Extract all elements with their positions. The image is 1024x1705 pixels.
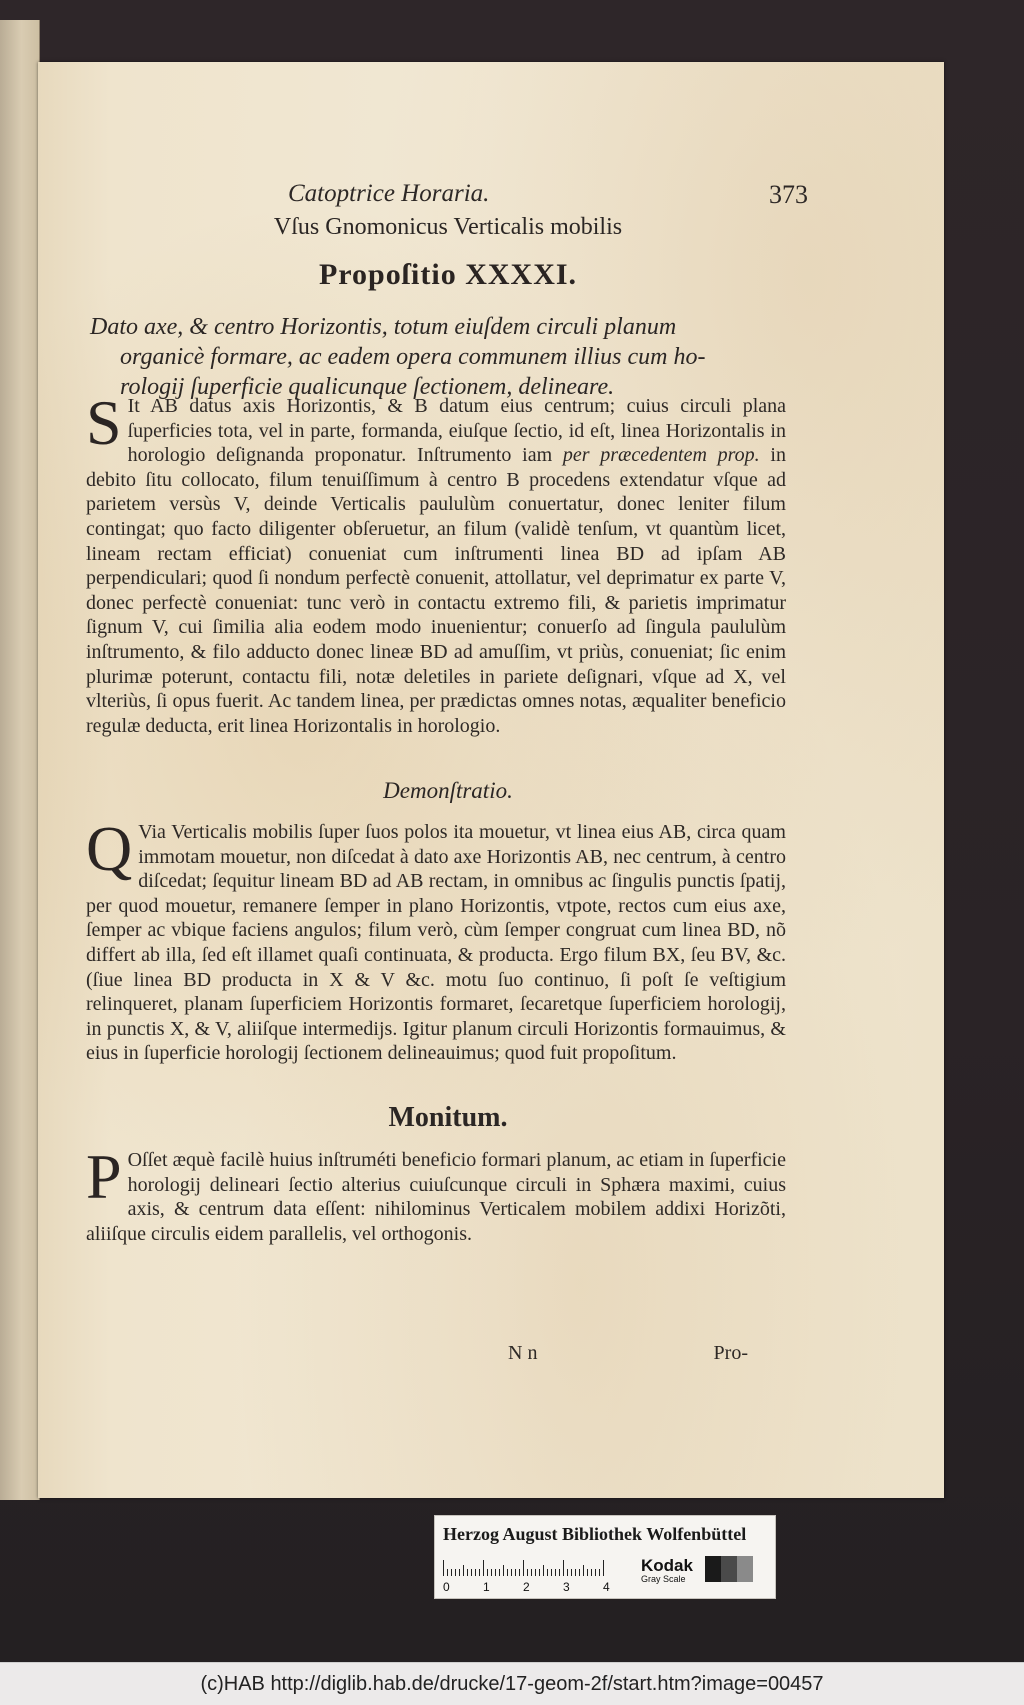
enunciation xyxy=(90,312,790,402)
monitum-paragraph xyxy=(86,1141,786,1246)
ruler-tick xyxy=(519,1569,520,1576)
catchword: Pro- xyxy=(713,1342,748,1364)
library-color-card xyxy=(434,1515,776,1599)
ruler-tick xyxy=(555,1569,556,1576)
ruler-tick xyxy=(475,1569,476,1576)
ruler-tick xyxy=(479,1569,480,1576)
ruler-tick xyxy=(487,1569,488,1576)
ruler-tick xyxy=(583,1565,584,1576)
ruler-tick xyxy=(563,1560,564,1576)
gray-patch xyxy=(737,1556,753,1582)
dropcap-q: Q xyxy=(86,813,133,884)
margin-reference: per præcedentem prop. xyxy=(562,444,760,467)
section-caption: Vſus Gnomonicus Verticalis mobilis xyxy=(273,214,623,240)
ruler-tick xyxy=(459,1569,460,1576)
ruler-tick xyxy=(559,1569,560,1576)
book-page xyxy=(38,62,944,1498)
construction-text-b: in debito ſitu collocato, filum tenuiſſimum à centro B procedens extendatur vſque ad parietem versùs V, deinde Verticalis paululùm conuertatur, donec leniter filum contingat; quo facto diligenter obſeruetur, an filum (validè tenſum, vt quantùm licet, lineam rectam efficiat) conueniat cum inſtrumenti linea BD ad ipſam AB perpendiculari; quod ſi nondum perfectè conuenit, attollatur, vel deprimatur ex parte V, donec perfectè conueniat: tunc verò in contactu extremo fili, & parietis imprimatur ſignum V, cui ſimilia alia eodem modo inuenientur; conuerſo ad ſingula paululùm inſtrumento, & filo adducto donec lineæ BD ad amuſſim, vt priùs, conueniat; ſic enim plurimæ poterunt, contactu fili, notæ deletiles in pariete deſignari, vſque ad X, vel vlteriùs, ſi opus fuerit. Ac tandem linea, per prædictas omnes notas, æqualiter beneficio regulæ deducta, erit linea Horizontalis in horologio. xyxy=(86,444,786,737)
proposition-title: Propoſitio XXXXI. xyxy=(318,258,578,291)
scale-ruler xyxy=(443,1554,643,1594)
ruler-tick xyxy=(535,1569,536,1576)
demonstratio-heading: Demonſtratio. xyxy=(383,778,513,803)
ruler-tick xyxy=(527,1569,528,1576)
ruler-tick xyxy=(539,1569,540,1576)
copyright-footer: (c)HAB http://diglib.hab.de/drucke/17-geom-2f/start.htm?image=00457 xyxy=(0,1662,1024,1705)
ruler-tick xyxy=(591,1569,592,1576)
ruler-tick xyxy=(547,1569,548,1576)
ruler-tick xyxy=(491,1569,492,1576)
ruler-tick xyxy=(595,1569,596,1576)
ruler-tick xyxy=(451,1569,452,1576)
monitum-heading: Monitum. xyxy=(388,1102,508,1133)
ruler-tick xyxy=(571,1569,572,1576)
running-head xyxy=(288,180,808,208)
dropcap-p: P xyxy=(86,1141,122,1212)
construction-text-a: It AB datus axis Horizontis, & B datum eius centrum; cuius circuli plana ſuperficies tota, vel in parte, formanda, eiuſque ſectio, id eſt, linea Horizontalis in horologio deſignanda proponatur. Inſtrumento iam xyxy=(127,395,786,467)
ruler-tick xyxy=(443,1560,444,1576)
ruler-tick xyxy=(495,1569,496,1576)
monitum-text: Oſſet æquè facilè huius inſtruméti beneficio formari planum, ac etiam in ſuperficie horologij delineari ſectio alterius cuiuſcunque circuli in Sphæra maximi, cuius axis, & centrum data eſſent: nihilominus Verticalem mobilem addixi Horizõti, aliiſque circulis eidem parallelis, vel orthogonis. xyxy=(86,1149,786,1245)
ruler-tick xyxy=(467,1569,468,1576)
ruler-number: 2 xyxy=(523,1580,530,1594)
kodak-logo xyxy=(641,1556,707,1584)
kodak-brand: Kodak xyxy=(641,1556,693,1575)
ruler-tick xyxy=(515,1569,516,1576)
ruler-number: 0 xyxy=(443,1580,450,1594)
ruler-tick xyxy=(499,1569,500,1576)
ruler-tick xyxy=(567,1569,568,1576)
ruler-number: 4 xyxy=(603,1580,610,1594)
ruler-tick xyxy=(511,1569,512,1576)
ruler-number: 3 xyxy=(563,1580,570,1594)
ruler-tick xyxy=(463,1565,464,1576)
ruler-tick xyxy=(551,1569,552,1576)
gray-patch xyxy=(721,1556,737,1582)
ruler-tick xyxy=(483,1560,484,1576)
gray-scale-patches xyxy=(705,1556,753,1582)
demonstratio-paragraph xyxy=(86,813,786,1066)
gray-patch xyxy=(705,1556,721,1582)
ruler-tick xyxy=(447,1569,448,1576)
ruler-tick xyxy=(523,1560,524,1576)
ruler-tick xyxy=(599,1569,600,1576)
demonstratio-text: Via Verticalis mobilis ſuper ſuos polos ita mouetur, vt linea eius AB, circa quam immotam mouetur, non diſcedat à dato axe Horizontis AB, nec centrum, à centro diſcedat; ſequitur lineam BD ad AB rectam, in omnibus ac ſingulis punctis ſpatij, per quod mouetur, remanere ſemper in plano Horizontis, vtpote, rectos cum eius axe, ſemper ac vbique faciens angulos; filum verò, cùm ſemper congruat cum linea BD, nõ differt ab illa, ſed eſt illamet quaſi continuata, & producta. Ergo filum BX, ſeu BV, &c. (ſiue linea BD producta in X & V &c. motu ſuo continuo, ſi poſt ſe veſtigium relinqueret, planam ſuperficiem Horizontis formaret, ſecaretque ſuperficiem horologij, in punctis X, & V, aliiſque intermedijs. Igitur planum circuli Horizontis formauimus, & eius in ſuperficie horologij ſectionem delineauimus; quod fuit propoſitum. xyxy=(86,821,786,1065)
ruler-tick xyxy=(587,1569,588,1576)
ruler-tick xyxy=(471,1569,472,1576)
ruler-tick xyxy=(531,1569,532,1576)
ruler-number: 1 xyxy=(483,1580,490,1594)
ruler-tick xyxy=(579,1569,580,1576)
dropcap-s: S xyxy=(86,387,122,458)
enunciation-line-3: rologij ſuperficie qualicunque ſectionem, delineare. xyxy=(120,374,615,400)
ruler-tick xyxy=(543,1565,544,1576)
ruler-tick xyxy=(575,1569,576,1576)
enunciation-line-1: Dato axe, & centro Horizontis, totum eiuſdem circuli planum xyxy=(90,314,677,340)
library-name: Herzog August Bibliothek Wolfenbüttel xyxy=(443,1524,747,1544)
ruler-tick xyxy=(603,1560,604,1576)
ruler-tick xyxy=(507,1569,508,1576)
enunciation-line-2: organicè formare, ac eadem opera communem illius cum ho- xyxy=(120,344,706,370)
ruler-tick xyxy=(503,1565,504,1576)
facing-page-edge xyxy=(0,20,40,1500)
signature-mark: N n xyxy=(508,1342,538,1364)
running-head-title: Catoptrice Horaria. xyxy=(288,180,490,207)
ruler-tick xyxy=(455,1569,456,1576)
page-number: 373 xyxy=(769,180,808,209)
kodak-gray-scale-label: Gray Scale xyxy=(641,1574,686,1584)
